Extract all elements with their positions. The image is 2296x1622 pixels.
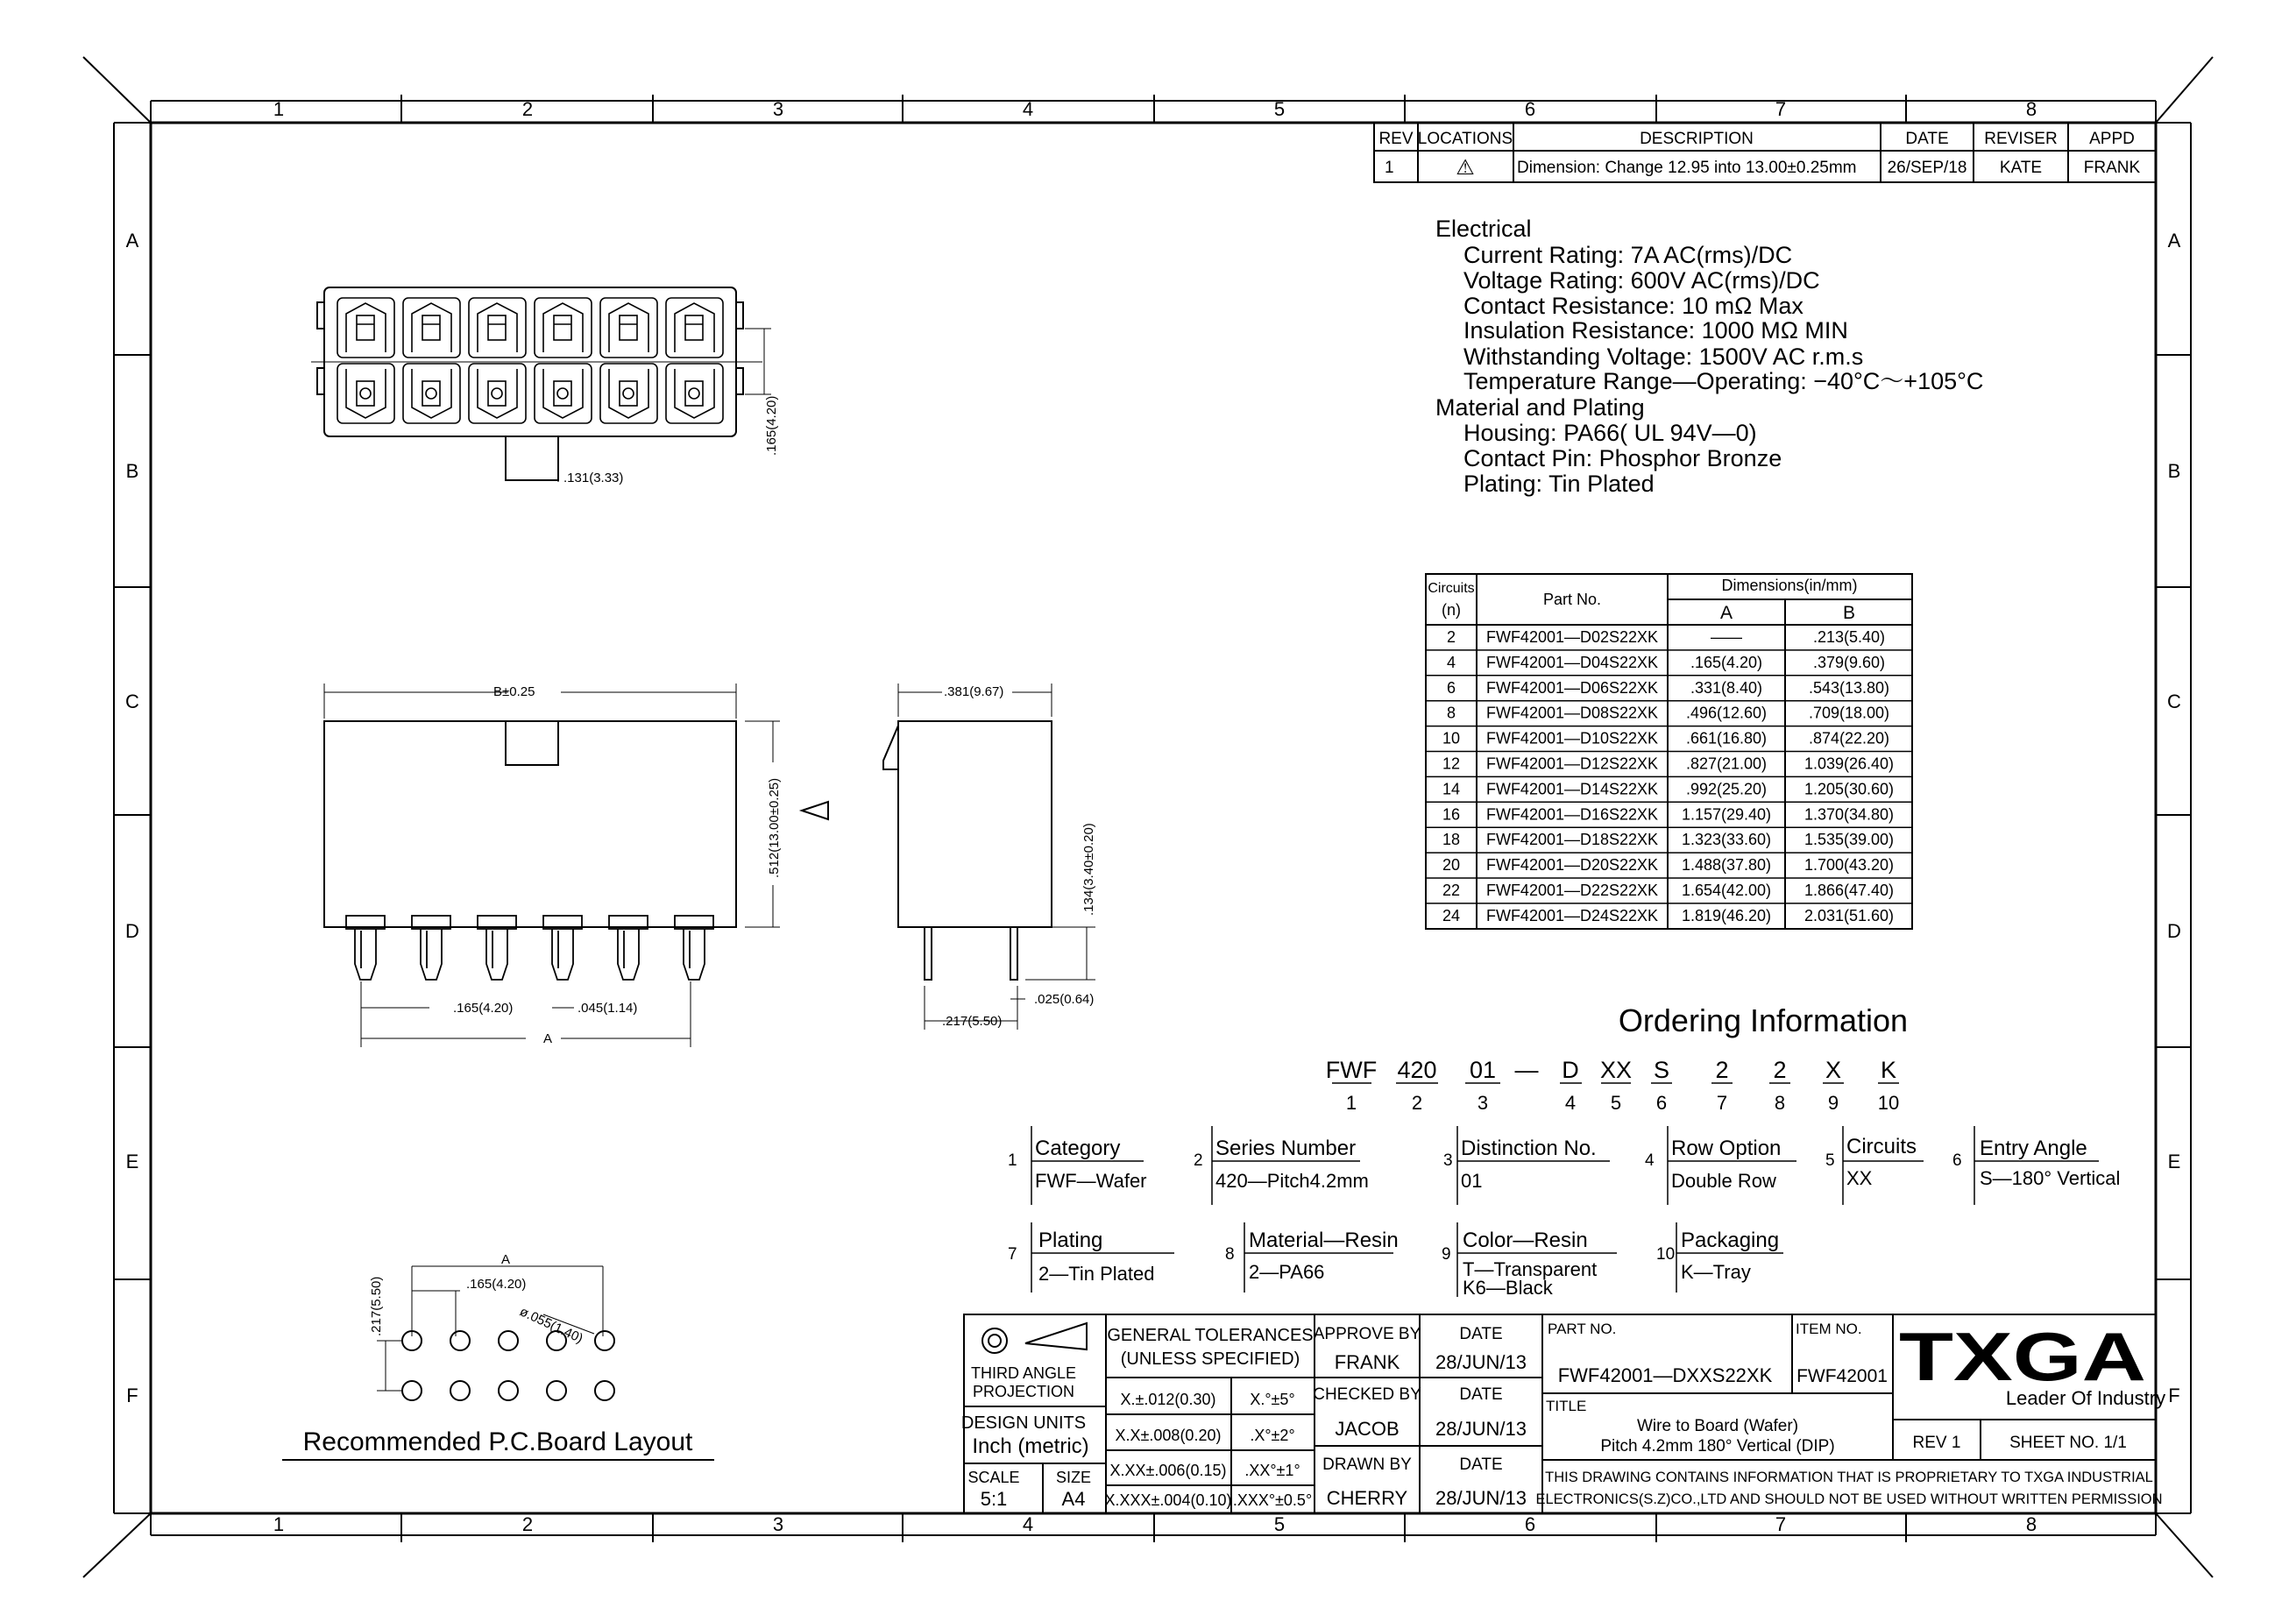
pcb-hole bbox=[499, 1381, 518, 1400]
row-label-left: D bbox=[125, 920, 139, 942]
specifications bbox=[1435, 216, 1983, 497]
table-cell: 12 bbox=[1442, 754, 1461, 773]
connector-side-view bbox=[883, 684, 1096, 1030]
drawn-by-name: CHERRY bbox=[1326, 1487, 1408, 1509]
table-cell: FWF42001—D16S22XK bbox=[1485, 805, 1659, 824]
code-segment: X bbox=[1825, 1057, 1842, 1083]
pcb-hole bbox=[547, 1381, 566, 1400]
table-cell: .379(9.60) bbox=[1812, 653, 1886, 671]
connector-front-view bbox=[324, 684, 828, 1047]
table-cell: 1.157(29.40) bbox=[1681, 805, 1772, 824]
pin bbox=[618, 929, 639, 980]
sheet-number: SHEET NO. 1/1 bbox=[2009, 1434, 2127, 1452]
col-label-top: 3 bbox=[772, 98, 784, 120]
rev-date: 26/SEP/18 bbox=[1887, 159, 1967, 177]
pcb-layout bbox=[282, 1252, 714, 1460]
ordering-title: Ordering Information bbox=[1618, 1002, 1909, 1038]
spec-line: Housing: PA66( UL 94V—0) bbox=[1463, 420, 1757, 446]
option-value: S—180° Vertical bbox=[1980, 1167, 2121, 1189]
code-index: 1 bbox=[1345, 1092, 1357, 1114]
col-label-bottom: 7 bbox=[1775, 1513, 1787, 1535]
table-cell: .874(22.20) bbox=[1808, 729, 1890, 747]
table-cell: 1.819(46.20) bbox=[1681, 906, 1772, 924]
col-label-top: 7 bbox=[1775, 98, 1787, 120]
tolerance-linear: X.XXX±.004(0.10) bbox=[1104, 1491, 1232, 1509]
col-label-top: 5 bbox=[1273, 98, 1286, 120]
drawn-date: 28/JUN/13 bbox=[1435, 1487, 1527, 1509]
pin bbox=[355, 929, 376, 980]
tolerance-angular: .XXX°±0.5° bbox=[1232, 1491, 1313, 1509]
option-title: Entry Angle bbox=[1980, 1137, 2087, 1160]
date-header: DATE bbox=[1905, 130, 1949, 148]
option-title: Circuits bbox=[1846, 1135, 1917, 1158]
code-index: 9 bbox=[1827, 1092, 1839, 1114]
col-label-bottom: 8 bbox=[2025, 1513, 2037, 1535]
row-label-left: C bbox=[125, 691, 139, 712]
dim-label: .045(1.14) bbox=[578, 1001, 638, 1016]
spec-line: Withstanding Voltage: 1500V AC r.m.s bbox=[1463, 344, 1864, 370]
col-label-bottom: 5 bbox=[1273, 1513, 1286, 1535]
table-cell: FWF42001—D20S22XK bbox=[1485, 856, 1659, 875]
table-cell: 1.039(26.40) bbox=[1803, 754, 1895, 773]
table-cell: 2.031(51.60) bbox=[1803, 906, 1895, 924]
table-cell: —— bbox=[1711, 628, 1742, 646]
dim-label: .134(3.40±0.20) bbox=[1081, 823, 1096, 916]
pcb-hole bbox=[595, 1331, 614, 1350]
table-cell: 24 bbox=[1442, 906, 1461, 924]
projection-label: PROJECTION bbox=[972, 1383, 1075, 1400]
row-label-right: C bbox=[2167, 691, 2181, 712]
spec-heading: Material and Plating bbox=[1435, 394, 1645, 421]
description-header: DESCRIPTION bbox=[1640, 130, 1754, 148]
drawing-title-line2: Pitch 4.2mm 180° Vertical (DIP) bbox=[1600, 1437, 1835, 1456]
option-title: Category bbox=[1035, 1137, 1121, 1160]
reviser-header: REVISER bbox=[1984, 130, 2058, 148]
table-cell: FWF42001—D18S22XK bbox=[1485, 831, 1659, 849]
dim-label: .217(5.50) bbox=[942, 1014, 1003, 1029]
pcb-hole bbox=[450, 1381, 470, 1400]
col-label-top: 4 bbox=[1022, 98, 1034, 120]
dim-label: .165(4.20) bbox=[453, 1001, 514, 1016]
dim-label: .165(4.20) bbox=[466, 1277, 527, 1292]
pcb-hole bbox=[450, 1331, 470, 1350]
table-cell: FWF42001—D24S22XK bbox=[1485, 906, 1659, 924]
drawing-title-line1: Wire to Board (Wafer) bbox=[1636, 1417, 1799, 1435]
row-label-right: E bbox=[2167, 1151, 2181, 1172]
spec-heading: Electrical bbox=[1435, 216, 1532, 242]
table-cell: .827(21.00) bbox=[1685, 754, 1768, 773]
option-number: 6 bbox=[1952, 1151, 1962, 1170]
spec-line: Contact Resistance: 10 mΩ Max bbox=[1463, 293, 1803, 319]
code-segment: S bbox=[1653, 1057, 1670, 1083]
option-value: Double Row bbox=[1671, 1170, 1776, 1192]
code-segment: 2 bbox=[1715, 1057, 1729, 1083]
date-label: DATE bbox=[1459, 1456, 1503, 1474]
table-cell: .543(13.80) bbox=[1808, 678, 1890, 697]
item-number: FWF42001 bbox=[1796, 1366, 1888, 1386]
spec-line: Plating: Tin Plated bbox=[1463, 471, 1655, 497]
revision-table bbox=[1374, 123, 2156, 182]
option-value: 420—Pitch4.2mm bbox=[1215, 1170, 1369, 1192]
table-cell: 1.205(30.60) bbox=[1803, 780, 1895, 798]
pin bbox=[421, 929, 442, 980]
pcb-hole bbox=[499, 1331, 518, 1350]
dim-label: .165(4.20) bbox=[764, 395, 779, 456]
option-value: 01 bbox=[1461, 1170, 1483, 1192]
tolerance-angular: .X°±2° bbox=[1250, 1427, 1295, 1444]
col-label-top: 6 bbox=[1524, 98, 1536, 120]
dimensions-header: Dimensions(in/mm) bbox=[1721, 577, 1858, 594]
dim-label: A bbox=[543, 1031, 553, 1046]
rev-reviser: KATE bbox=[1999, 159, 2043, 177]
code-index: 5 bbox=[1610, 1092, 1622, 1114]
option-title: Color—Resin bbox=[1463, 1229, 1588, 1252]
table-cell: 16 bbox=[1442, 805, 1461, 824]
unless-specified-label: (UNLESS SPECIFIED) bbox=[1120, 1349, 1300, 1369]
code-segment: FWF bbox=[1325, 1057, 1378, 1083]
table-cell: .661(16.80) bbox=[1685, 729, 1768, 747]
option-title: Distinction No. bbox=[1461, 1137, 1597, 1160]
partno-header: Part No. bbox=[1542, 591, 1602, 608]
checked-by-label: CHECKED BY bbox=[1313, 1385, 1421, 1404]
code-index: 7 bbox=[1716, 1092, 1728, 1114]
spec-line: Temperature Range—Operating: −40°C～+105°C bbox=[1463, 368, 1984, 394]
dim-label: A bbox=[501, 1252, 511, 1267]
code-index: 10 bbox=[1877, 1092, 1900, 1114]
tolerance-angular: .XX°±1° bbox=[1244, 1462, 1300, 1479]
proprietary-notice: ELECTRONICS(S.Z)CO.,LTD AND SHOULD NOT BE USED WITHOUT WRITTEN PERMISSION bbox=[1535, 1491, 2163, 1507]
table-cell: 2 bbox=[1446, 628, 1456, 646]
spec-line: Current Rating: 7A AC(rms)/DC bbox=[1463, 242, 1793, 268]
table-cell: FWF42001—D06S22XK bbox=[1485, 678, 1659, 697]
code-separator: — bbox=[1514, 1057, 1539, 1083]
design-units-label: DESIGN UNITS bbox=[960, 1413, 1087, 1433]
size-label: SIZE bbox=[1055, 1469, 1092, 1486]
col-label-bottom: 3 bbox=[772, 1513, 784, 1535]
dim-label: ø.055(1.40) bbox=[517, 1304, 585, 1347]
table-cell: 6 bbox=[1446, 678, 1456, 697]
tolerance-linear: X.±.012(0.30) bbox=[1120, 1391, 1216, 1408]
part-no-label: PART NO. bbox=[1548, 1321, 1617, 1337]
table-cell: 1.323(33.60) bbox=[1681, 831, 1772, 849]
option-value: 2—PA66 bbox=[1249, 1261, 1325, 1283]
circuits-header: Circuits bbox=[1428, 581, 1475, 596]
table-cell: .165(4.20) bbox=[1690, 653, 1763, 671]
row-label-right: B bbox=[2167, 460, 2181, 482]
table-cell: FWF42001—D04S22XK bbox=[1485, 653, 1659, 671]
table-cell: 22 bbox=[1442, 882, 1461, 899]
rev-value: 1 bbox=[1385, 159, 1394, 177]
table-cell: .496(12.60) bbox=[1685, 704, 1768, 722]
third-angle-label: THIRD ANGLE bbox=[970, 1364, 1077, 1382]
code-index: 6 bbox=[1655, 1092, 1668, 1114]
n-header: (n) bbox=[1442, 601, 1461, 619]
table-cell: 10 bbox=[1442, 729, 1461, 747]
col-label-bottom: 2 bbox=[521, 1513, 534, 1535]
col-label-bottom: 6 bbox=[1524, 1513, 1536, 1535]
table-cell: 1.866(47.40) bbox=[1803, 882, 1895, 899]
rev-description: Dimension: Change 12.95 into 13.00±0.25mm bbox=[1517, 159, 1857, 177]
table-cell: 1.370(34.80) bbox=[1803, 805, 1895, 824]
code-index: 2 bbox=[1411, 1092, 1423, 1114]
revision-number: REV 1 bbox=[1912, 1434, 1961, 1452]
table-cell: 8 bbox=[1446, 704, 1456, 722]
pin bbox=[486, 929, 507, 980]
col-label-bottom: 4 bbox=[1022, 1513, 1034, 1535]
option-value: 2—Tin Plated bbox=[1038, 1263, 1155, 1285]
spec-line: Voltage Rating: 600V AC(rms)/DC bbox=[1463, 267, 1820, 294]
table-cell: FWF42001—D10S22XK bbox=[1485, 729, 1659, 747]
option-value: FWF—Wafer bbox=[1035, 1170, 1147, 1192]
table-cell: 1.700(43.20) bbox=[1803, 856, 1895, 875]
option-number: 7 bbox=[1008, 1245, 1017, 1264]
col-label-top: 1 bbox=[273, 98, 285, 120]
option-value: K6—Black bbox=[1463, 1277, 1553, 1299]
table-cell: FWF42001—D12S22XK bbox=[1485, 754, 1659, 773]
code-index: 4 bbox=[1564, 1092, 1577, 1114]
option-number: 4 bbox=[1645, 1151, 1655, 1170]
pin bbox=[552, 929, 573, 980]
table-cell: 20 bbox=[1442, 856, 1461, 875]
date-label: DATE bbox=[1459, 1385, 1503, 1404]
code-index: 8 bbox=[1774, 1092, 1786, 1114]
table-cell: 1.535(39.00) bbox=[1803, 831, 1895, 849]
pcb-hole bbox=[402, 1381, 422, 1400]
option-title: Plating bbox=[1038, 1229, 1103, 1252]
appd-header: APPD bbox=[2089, 130, 2135, 148]
approve-date: 28/JUN/13 bbox=[1435, 1351, 1527, 1373]
row-label-left: E bbox=[125, 1151, 139, 1172]
tolerance-angular: X.°±5° bbox=[1250, 1391, 1295, 1408]
txga-logo: TXGA bbox=[1899, 1318, 2146, 1395]
approve-by-name: FRANK bbox=[1334, 1351, 1400, 1373]
option-value: XX bbox=[1846, 1167, 1873, 1189]
ordering-information bbox=[1008, 1002, 2120, 1299]
table-cell: 1.488(37.80) bbox=[1681, 856, 1772, 875]
table-cell: 4 bbox=[1446, 653, 1456, 671]
pin bbox=[684, 929, 705, 980]
dim-label: .217(5.50) bbox=[369, 1276, 384, 1336]
row-label-left: F bbox=[126, 1385, 138, 1406]
option-number: 5 bbox=[1825, 1151, 1835, 1170]
row-label-left: A bbox=[125, 230, 139, 251]
option-number: 10 bbox=[1656, 1245, 1676, 1264]
locations-header: LOCATIONS bbox=[1417, 130, 1513, 148]
pcb-layout-title: Recommended P.C.Board Layout bbox=[302, 1427, 693, 1456]
b-header: B bbox=[1842, 603, 1856, 623]
option-title: Series Number bbox=[1215, 1137, 1357, 1160]
code-segment: D bbox=[1562, 1057, 1579, 1083]
table-cell: 1.654(42.00) bbox=[1681, 882, 1772, 899]
option-value: K—Tray bbox=[1681, 1261, 1751, 1283]
col-label-bottom: 1 bbox=[273, 1513, 285, 1535]
row-label-right: D bbox=[2167, 920, 2181, 942]
option-value: T—Transparent bbox=[1463, 1258, 1598, 1280]
table-cell: 18 bbox=[1442, 831, 1461, 849]
tolerance-linear: X.XX±.006(0.15) bbox=[1109, 1462, 1227, 1479]
code-index: 3 bbox=[1477, 1092, 1489, 1114]
approve-by-label: APPROVE BY bbox=[1313, 1325, 1421, 1343]
code-segment: 2 bbox=[1773, 1057, 1787, 1083]
col-label-top: 2 bbox=[521, 98, 534, 120]
design-units-value: Inch (metric) bbox=[972, 1434, 1089, 1458]
table-cell: FWF42001—D14S22XK bbox=[1485, 780, 1659, 798]
dim-label: B±0.25 bbox=[493, 684, 535, 699]
scale-label: SCALE bbox=[967, 1469, 1020, 1486]
scale-value: 5:1 bbox=[980, 1488, 1008, 1510]
table-cell: FWF42001—D08S22XK bbox=[1485, 704, 1659, 722]
dim-label: .131(3.33) bbox=[563, 471, 624, 485]
pcb-hole bbox=[595, 1381, 614, 1400]
row-label-right: A bbox=[2167, 230, 2181, 251]
drawn-by-label: DRAWN BY bbox=[1322, 1456, 1412, 1474]
spec-line: Insulation Resistance: 1000 MΩ MIN bbox=[1463, 317, 1848, 344]
proprietary-notice: THIS DRAWING CONTAINS INFORMATION THAT IS PROPRIETARY TO TXGA INDUSTRIAL bbox=[1545, 1470, 2153, 1485]
option-number: 2 bbox=[1194, 1151, 1203, 1170]
code-segment: 01 bbox=[1469, 1057, 1497, 1083]
part-number: FWF42001—DXXS22XK bbox=[1557, 1364, 1773, 1386]
code-segment: 420 bbox=[1397, 1057, 1437, 1083]
checked-by-name: JACOB bbox=[1335, 1418, 1400, 1440]
table-cell: .992(25.20) bbox=[1685, 780, 1768, 798]
title-block bbox=[961, 1314, 2165, 1513]
dimension-table bbox=[1426, 574, 1912, 929]
a-header: A bbox=[1719, 603, 1733, 623]
table-cell: .213(5.40) bbox=[1812, 628, 1886, 646]
table-cell: 14 bbox=[1442, 780, 1461, 798]
code-segment: XX bbox=[1599, 1057, 1633, 1083]
row-label-right: F bbox=[2168, 1385, 2180, 1406]
table-cell: .709(18.00) bbox=[1808, 704, 1890, 722]
col-label-top: 8 bbox=[2025, 98, 2037, 120]
option-title: Material—Resin bbox=[1249, 1229, 1399, 1252]
option-number: 9 bbox=[1442, 1245, 1451, 1264]
option-number: 3 bbox=[1443, 1151, 1453, 1170]
rev-header: REV bbox=[1378, 130, 1414, 148]
company-tagline: Leader Of Industry bbox=[2005, 1387, 2166, 1409]
dim-label: .512(13.00±0.25) bbox=[767, 777, 782, 878]
checked-date: 28/JUN/13 bbox=[1435, 1418, 1527, 1440]
item-no-label: ITEM NO. bbox=[1796, 1321, 1862, 1337]
tolerance-linear: X.X±.008(0.20) bbox=[1115, 1427, 1222, 1444]
code-segment: K bbox=[1880, 1057, 1897, 1083]
dim-label: .025(0.64) bbox=[1034, 992, 1095, 1007]
date-label: DATE bbox=[1459, 1325, 1503, 1343]
dim-label: .381(9.67) bbox=[944, 684, 1004, 699]
general-tolerances-label: GENERAL TOLERANCES bbox=[1107, 1326, 1314, 1345]
spec-line: Contact Pin: Phosphor Bronze bbox=[1463, 445, 1782, 471]
option-number: 1 bbox=[1008, 1151, 1017, 1170]
option-number: 8 bbox=[1225, 1245, 1235, 1264]
row-label-left: B bbox=[125, 460, 139, 482]
option-title: Packaging bbox=[1681, 1229, 1780, 1252]
table-cell: .331(8.40) bbox=[1690, 678, 1763, 697]
size-value: A4 bbox=[1061, 1488, 1086, 1510]
connector-top-view bbox=[311, 287, 779, 485]
revision-delta-icon: ⚠ bbox=[1456, 156, 1475, 180]
option-title: Row Option bbox=[1671, 1137, 1782, 1160]
table-cell: FWF42001—D02S22XK bbox=[1485, 628, 1659, 646]
table-cell: FWF42001—D22S22XK bbox=[1485, 882, 1659, 899]
title-label: TITLE bbox=[1546, 1398, 1587, 1414]
rev-appd: FRANK bbox=[2083, 159, 2141, 177]
